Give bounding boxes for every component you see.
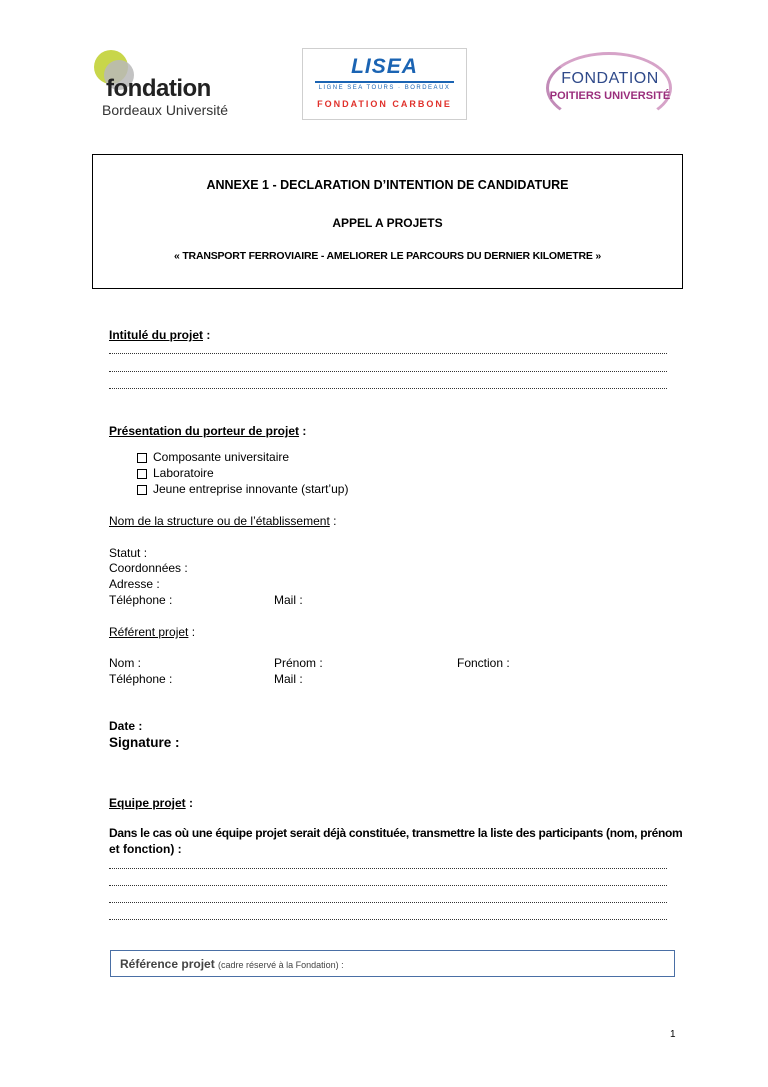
project-title-label (109, 328, 210, 343)
referent-nom-label: Nom : (109, 656, 142, 670)
equipe-colon: : (185, 796, 194, 810)
equipe-line-1[interactable] (109, 860, 667, 869)
porteur-colon: : (299, 424, 307, 438)
equipe-line-4[interactable] (109, 911, 667, 920)
checkbox-composante[interactable] (137, 453, 147, 463)
equipe-instruction: Dans le cas où une équipe projet serait déjà constituée, transmettre la liste des participants (nom, prénom (109, 826, 683, 840)
lisea-logo-carbone: FONDATION CARBONE (317, 99, 452, 109)
lisea-logo (302, 48, 467, 120)
header-theme: « TRANSPORT FERROVIAIRE - AMELIORER LE PARCOURS DU DERNIER KILOMETRE » (173, 250, 602, 262)
fpu-logo-title: FONDATION (561, 70, 659, 87)
equipe-line-2[interactable] (109, 877, 667, 886)
fbu-logo-subtitle: Bordeaux Université (102, 102, 229, 118)
page-number: 1 (670, 1029, 676, 1040)
referent-fonction-label: Fonction : (457, 656, 510, 670)
adresse-label: Adresse : (109, 577, 160, 591)
option-composante: Composante universitaire (153, 450, 290, 464)
equipe-label-text: Equipe projet (109, 796, 186, 810)
referent-prenom-label: Prénom : (274, 656, 323, 670)
reference-text (120, 957, 344, 973)
project-title-line-3[interactable] (109, 380, 667, 389)
reference-box[interactable] (110, 950, 675, 977)
referent-colon: : (188, 625, 196, 639)
date-label: Date : (109, 719, 143, 733)
project-title-line-2[interactable] (109, 363, 667, 372)
header-annexe: ANNEXE 1 - DECLARATION D’INTENTION DE CANDIDATURE (206, 178, 569, 192)
header-appel: APPEL A PROJETS (332, 216, 443, 230)
equipe-instruction-2: et fonction) : (109, 842, 182, 856)
lisea-logo-tagline: LIGNE SEA TOURS · BORDEAUX (318, 85, 451, 91)
referent-telephone-label: Téléphone : (109, 672, 173, 686)
option-laboratoire: Laboratoire (153, 466, 214, 480)
project-title-colon: : (203, 328, 211, 342)
fondation-poitiers-logo (540, 50, 680, 122)
structure-colon: : (329, 514, 337, 528)
structure-mail-label: Mail : (274, 593, 303, 607)
coordonnees-label: Coordonnées : (109, 561, 188, 575)
referent-label-text: Référent projet (109, 625, 189, 639)
checkbox-laboratoire[interactable] (137, 469, 147, 479)
lisea-logo-title: LISEA (351, 55, 418, 78)
signature-label: Signature : (109, 735, 180, 750)
porteur-label-text: Présentation du porteur de projet (109, 424, 300, 438)
structure-label-text: Nom de la structure ou de l’établissement (109, 514, 330, 528)
fpu-logo-subtitle: POITIERS UNIVERSITÉ (549, 90, 671, 102)
fpu-logo-arc (546, 52, 672, 124)
checkbox-startup[interactable] (137, 485, 147, 495)
fondation-bordeaux-logo (92, 48, 232, 120)
header-box (92, 154, 683, 289)
fbu-logo-title: fondation (106, 75, 211, 102)
option-startup: Jeune entreprise innovante (start’up) (153, 482, 349, 496)
lisea-logo-line (315, 81, 454, 83)
project-title-label-text: Intitulé du projet (109, 328, 203, 342)
referent-mail-label: Mail : (274, 672, 303, 686)
referent-label (109, 625, 195, 640)
reference-label: Référence projet (120, 957, 215, 971)
reference-note: (cadre réservé à la Fondation) : (218, 960, 344, 970)
statut-label: Statut : (109, 546, 148, 560)
porteur-label (109, 424, 306, 439)
project-title-line-1[interactable] (109, 345, 667, 354)
equipe-line-3[interactable] (109, 894, 667, 903)
structure-telephone-label: Téléphone : (109, 593, 173, 607)
structure-label (109, 514, 336, 529)
equipe-label (109, 796, 193, 811)
